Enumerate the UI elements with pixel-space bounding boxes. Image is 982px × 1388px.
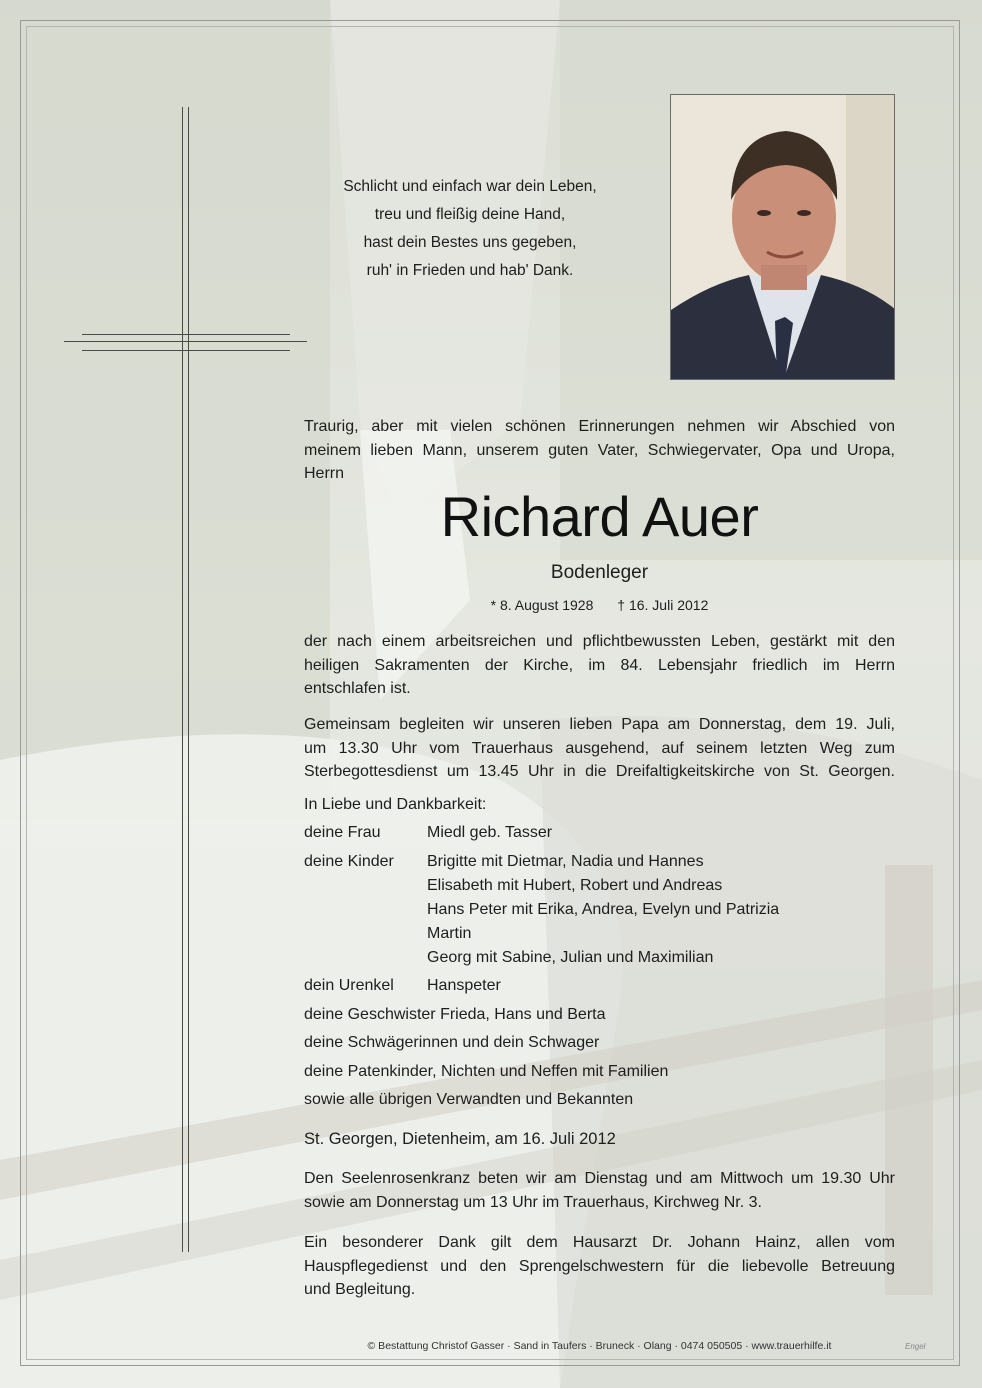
thanks-line: und Begleitung. xyxy=(304,1281,416,1298)
death-date: † 16. Juli 2012 xyxy=(617,597,709,613)
paragraph-line: um 13.30 Uhr vom Trauerhaus ausgehend, auf seinem letzten Weg zum xyxy=(304,739,895,757)
child-entry: Hans Peter mit Erika, Andrea, Evelyn und Patrizia xyxy=(427,901,780,918)
paragraph-line: entschlafen ist. xyxy=(304,680,411,697)
life-dates xyxy=(304,597,895,613)
thanks-line: Hauspflegedienst und den Sprengelschwestern für die liebevolle Betreuung xyxy=(304,1257,895,1275)
child-entry: Brigitte mit Dietmar, Nadia und Hannes xyxy=(427,853,704,870)
child-entry: Georg mit Sabine, Julian und Maximilian xyxy=(427,949,714,966)
poem-line: Schlicht und einfach war dein Leben, xyxy=(343,178,597,195)
thanks-text xyxy=(304,1231,895,1302)
birth-date: * 8. August 1928 xyxy=(490,597,594,613)
greatgrandchild-label: dein Urenkel xyxy=(304,977,394,994)
paragraph-life xyxy=(304,630,895,701)
poem xyxy=(340,173,600,285)
paragraph-funeral xyxy=(304,713,895,784)
child-entry: Martin xyxy=(427,925,472,942)
greatgrandchild-name: Hanspeter xyxy=(427,977,501,994)
mourner-line: deine Patenkinder, Nichten und Neffen mit Familien xyxy=(304,1063,669,1080)
children-label: deine Kinder xyxy=(304,853,394,870)
mourner-line: deine Schwägerinnen und dein Schwager xyxy=(304,1034,600,1051)
intro-line: Herrn xyxy=(304,465,345,482)
footer-credit: © Bestattung Christof Gasser · Sand in Taufers · Bruneck · Olang · 0474 050505 · www.trauerhilfe.it xyxy=(367,1340,832,1352)
place-date: St. Georgen, Dietenheim, am 16. Juli 2012 xyxy=(304,1130,616,1148)
mourners-intro: In Liebe und Dankbarkeit: xyxy=(304,796,487,813)
paragraph-line: der nach einem arbeitsreichen und pflichtbewussten Leben, gestärkt mit den xyxy=(304,633,895,650)
wife-label: deine Frau xyxy=(304,824,381,841)
thanks-line: Ein besonderer Dank gilt dem Hausarzt Dr. Johann Hainz, allen vom xyxy=(304,1234,895,1251)
paragraph-line: Sterbegottesdienst um 13.45 Uhr in die Dreifaltigkeitskirche von St. Georgen. xyxy=(304,763,895,780)
paragraph-line: Gemeinsam begleiten wir unseren lieben Papa am Donnerstag, dem 19. Juli, xyxy=(304,716,895,733)
rosary-line: sowie am Donnerstag um 13 Uhr im Trauerhaus, Kirchweg Nr. 3. xyxy=(304,1193,762,1211)
signature-mark: Engel xyxy=(905,1342,926,1351)
rosary-line: Den Seelenrosenkranz beten wir am Dienstag und am Mittwoch um 19.30 Uhr xyxy=(304,1170,895,1187)
intro-text xyxy=(304,415,895,486)
poem-line: treu und fleißig deine Hand, xyxy=(374,206,566,223)
mourner-line: sowie alle übrigen Verwandten und Bekannten xyxy=(304,1091,634,1108)
wife-name: Miedl geb. Tasser xyxy=(427,824,553,841)
paragraph-line: heiligen Sakramenten der Kirche, im 84. Lebensjahr friedlich im Herrn xyxy=(304,656,895,674)
profession: Bodenleger xyxy=(550,562,649,583)
deceased-name: Richard Auer xyxy=(440,485,759,548)
intro-line: meinem lieben Mann, unserem guten Vater, Schwiegervater, Opa und Uropa, xyxy=(304,441,895,459)
poem-line: ruh' in Frieden und hab' Dank. xyxy=(366,262,574,279)
rosary-text xyxy=(304,1167,895,1214)
mourner-line: deine Geschwister Frieda, Hans und Berta xyxy=(304,1006,606,1023)
intro-line: Traurig, aber mit vielen schönen Erinnerungen nehmen wir Abschied von xyxy=(304,418,895,435)
poem-line: hast dein Bestes uns gegeben, xyxy=(363,234,577,251)
child-entry: Elisabeth mit Hubert, Robert und Andreas xyxy=(427,877,723,894)
portrait-photo xyxy=(670,94,895,380)
